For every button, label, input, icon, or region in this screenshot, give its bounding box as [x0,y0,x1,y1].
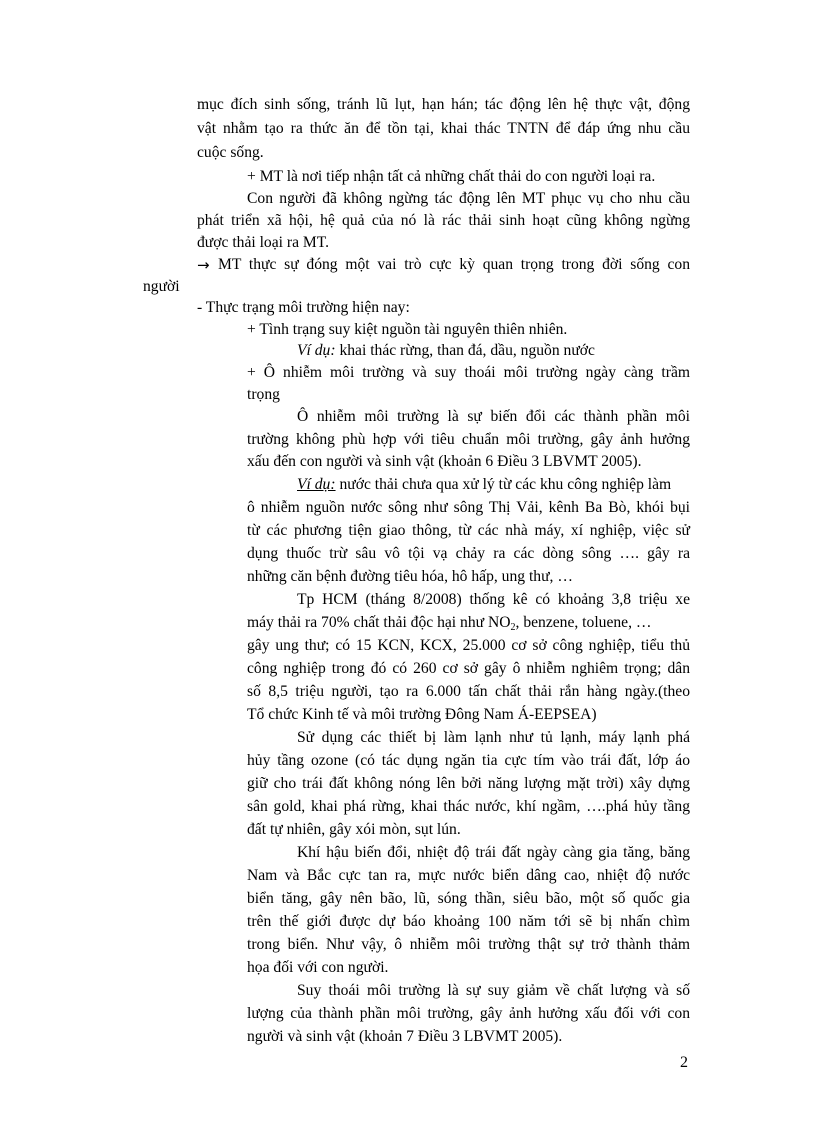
text-line: vật nhằm tạo ra thức ăn để tồn tại, khai thác TNTN để đáp ứng nhu cầu [197,120,690,137]
conclusion-arrow-icon: → [197,256,210,274]
text-line: giữ cho trái đất không nóng lên bởi năng lượng mặt trời) xây dựng [247,775,690,792]
text-line: cuộc sống. [197,144,264,161]
text-line: biển tăng, gây nên bão, lũ, sóng thần, siêu bão, một số quốc gia [247,890,690,907]
text-line: MT thực sự đóng một vai trò cực kỳ quan trọng trong đời sống con [218,256,690,273]
text-line: họa đối với con người. [247,959,389,976]
text-line: trường không phù hợp với tiêu chuẩn môi trường, gây ảnh hưởng [247,431,690,448]
example-line [297,341,595,361]
text-line: + Ô nhiễm môi trường và suy thoái môi trường ngày càng trầm [247,364,690,381]
text-line: dụng thuốc trừ sâu vô tội vạ chảy ra các dòng sông …. gây ra [247,545,690,562]
page-number: 2 [680,1054,688,1071]
text-line: Con người đã không ngừng tác động lên MT phục vụ cho nhu cầu [247,190,690,207]
text-line: được thải loại ra MT. [197,234,330,251]
text-line: số 8,5 triệu người, tạo ra 6.000 tấn chất thải rắn hàng ngày.(theo [247,683,690,700]
text-line: phát triển xã hội, hệ quả của nó là rác thải sinh hoạt cũng không ngừng [197,212,690,229]
text-line: lượng của thành phần môi trường, gây ảnh hưởng xấu đối với con [247,1005,690,1022]
text-line: Sử dụng các thiết bị làm lạnh như tủ lạnh, máy lạnh phá [297,729,690,746]
text-line: người [143,278,180,295]
text-line: + MT là nơi tiếp nhận tất cả những chất thải do con người loại ra. [247,168,656,185]
text-line: Ô nhiễm môi trường là sự biến đổi các thành phần môi [297,408,690,425]
text-line: trọng [247,386,280,403]
text-line: gây ung thư; có 15 KCN, KCX, 25.000 cơ sở công nghiệp, tiểu thủ [247,637,690,654]
text-line: hủy tầng ozone (có tác dụng ngăn tia cực tím vào trái đất, lớp áo [247,752,690,769]
text-line: xấu đến con người và sinh vật (khoản 6 Điều 3 LBVMT 2005). [247,453,642,470]
section-heading: - Thực trạng môi trường hiện nay: [197,299,410,316]
text-line: Khí hậu biến đổi, nhiệt độ trái đất ngày càng gia tăng, băng [297,844,690,861]
text-line: người và sinh vật (khoản 7 Điều 3 LBVMT 2005). [247,1028,563,1045]
text-line: máy thải ra 70% chất thải độc hại như $NO_2$, benzene, toluene, … [247,614,652,633]
example-text: nước thải chưa qua xử lý từ các khu công nghiệp làm [335,476,672,493]
text-line: đất tự nhiên, gây xói mòn, sụt lún. [247,821,461,838]
text-line: sân gold, khai phá rừng, khai thác nước, khí ngầm, ….phá hủy tầng [247,798,690,815]
example-text: khai thác rừng, than đá, dầu, nguồn nước [335,342,595,359]
example-line [297,475,671,495]
text-line: từ các phương tiện giao thông, từ các nhà máy, xí nghiệp, việc sử [247,522,690,539]
text-line: trên thế giới được dự báo khoảng 100 năm tới sẽ bị nhấn chìm [247,913,690,930]
example-label: Ví dụ: [297,342,336,359]
example-label: Ví dụ: [297,476,336,493]
text-line: trong biển. Như vậy, ô nhiễm môi trường thật sự trở thành thảm [247,936,690,953]
text-line: công nghiệp trong đó có 260 cơ sở gây ô nhiễm nghiêm trọng; dân [247,660,690,677]
text-line: Nam và Bắc cực tan ra, mực nước biển dâng cao, nhiệt độ nước [247,867,690,884]
text-line: mục đích sinh sống, tránh lũ lụt, hạn hán; tác động lên hệ thực vật, động [197,96,690,113]
text-line: ô nhiễm nguồn nước sông như sông Thị Vải, kênh Ba Bò, khói bụi [247,499,690,516]
text-line: Suy thoái môi trường là sự suy giảm về chất lượng và số [297,982,690,999]
text-line: Tp HCM (tháng 8/2008) thống kê có khoảng 3,8 triệu xe [297,591,690,608]
text-line: Tổ chức Kinh tế và môi trường Đông Nam Á-EEPSEA) [247,706,597,723]
text-line: những căn bệnh đường tiêu hóa, hô hấp, ung thư, … [247,568,573,585]
text-line: + Tình trạng suy kiệt nguồn tài nguyên thiên nhiên. [247,321,568,338]
